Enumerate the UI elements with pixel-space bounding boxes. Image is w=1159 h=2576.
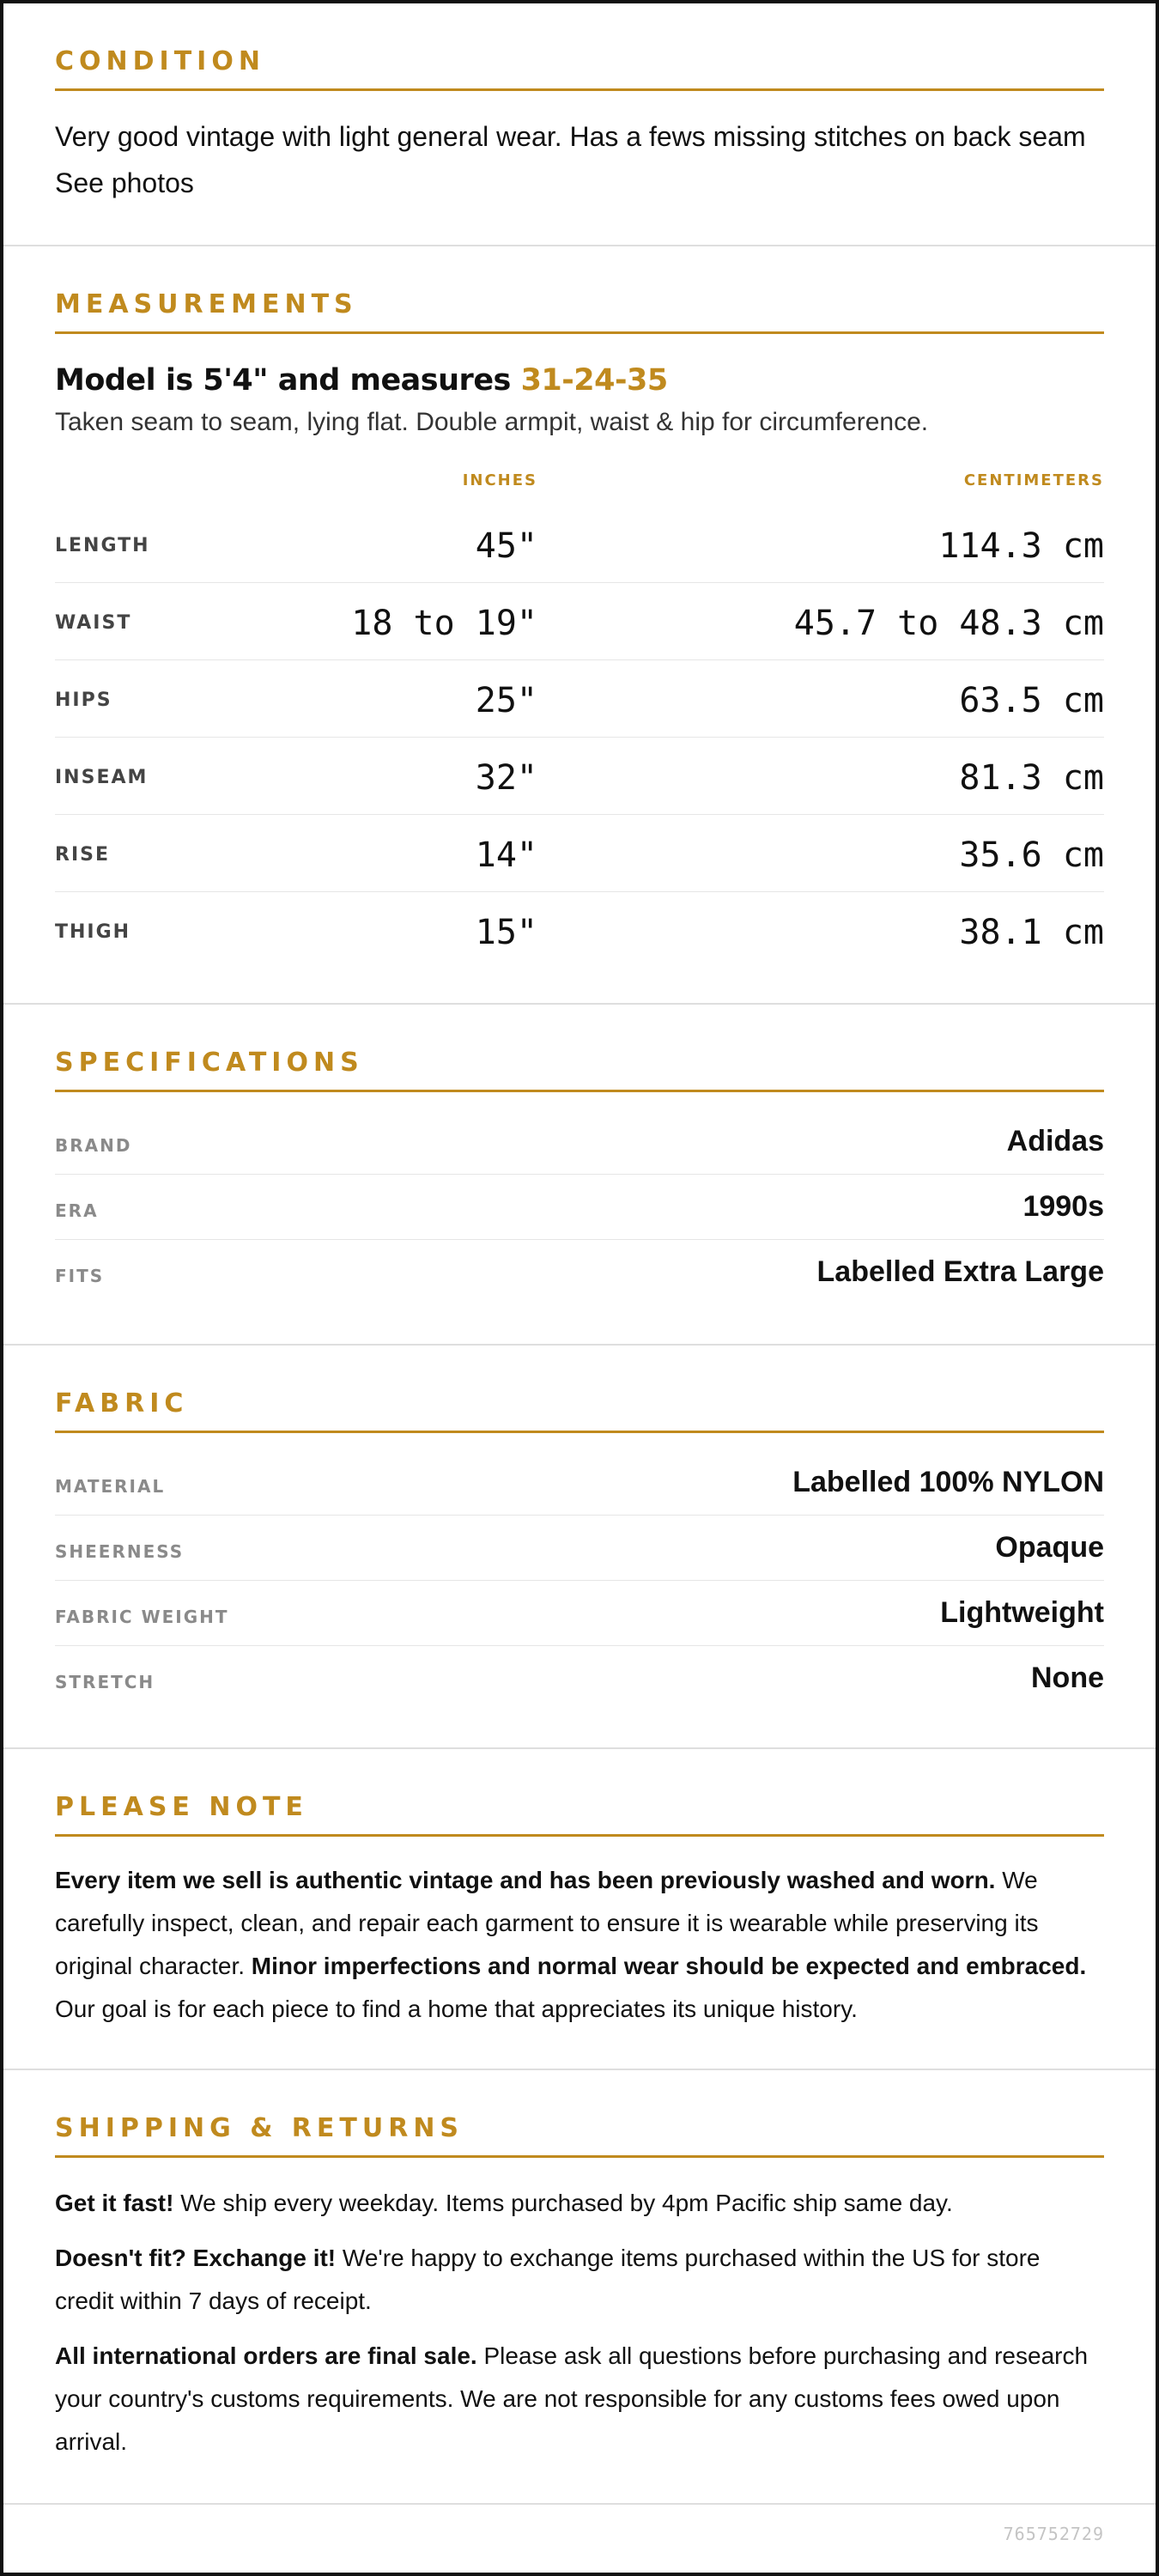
measurements-title: MEASUREMENTS <box>55 289 1104 334</box>
please-note-text <box>55 1859 1104 2031</box>
condition-section <box>3 3 1156 246</box>
model-prefix: Model is 5'4" and measures <box>55 363 521 398</box>
shipping-returns-section <box>3 2070 1156 2505</box>
row-centimeters: 38.1 cm <box>959 913 1104 952</box>
fabric-label: SHEERNESS <box>55 1541 185 1562</box>
note-bold-1: Every item we sell is authentic vintage and has been previously washed and worn. <box>55 1867 996 1893</box>
shipping-bold-1: Get it fast! <box>55 2190 174 2216</box>
spec-label: ERA <box>55 1200 99 1221</box>
fabric-value: Opaque <box>995 1531 1104 1564</box>
spec-label: BRAND <box>55 1135 132 1156</box>
row-label: HIPS <box>55 690 112 711</box>
row-centimeters: 81.3 cm <box>959 758 1104 798</box>
condition-title: CONDITION <box>55 46 1104 91</box>
table-row <box>55 738 1104 815</box>
row-label: INSEAM <box>55 767 149 788</box>
measurements-table <box>55 506 1104 969</box>
table-row <box>55 583 1104 660</box>
shipping-text-1: We ship every weekday. Items purchased by 4pm Pacific ship same day. <box>173 2190 953 2216</box>
row-inches: 45" <box>475 526 537 566</box>
row-inches: 15" <box>475 913 537 952</box>
shipping-text-3: Please ask all questions before purchasing and research your country's customs requirements. We are not responsible for any customs fees owed upon arrival. <box>55 2342 1089 2455</box>
fabric-label: MATERIAL <box>55 1476 166 1497</box>
model-values: 31-24-35 <box>520 363 668 398</box>
item-reference-number: 765752729 <box>1003 2524 1104 2544</box>
note-bold-2: Minor imperfections and normal wear should be expected and embraced. <box>251 1953 1087 1979</box>
row-centimeters: 35.6 cm <box>959 835 1104 875</box>
shipping-bold-2: Doesn't fit? Exchange it! <box>55 2245 337 2271</box>
model-measurements <box>55 363 1104 398</box>
table-row <box>55 1240 1104 1304</box>
row-inches: 14" <box>475 835 537 875</box>
table-row <box>55 1175 1104 1240</box>
fabric-label: FABRIC WEIGHT <box>55 1607 229 1627</box>
note-text-2: Our goal is for each piece to find a home that appreciates its unique history. <box>55 1996 858 2022</box>
table-row <box>55 1109 1104 1175</box>
shipping-paragraph-3 <box>55 2335 1104 2464</box>
row-label: THIGH <box>55 921 131 943</box>
fabric-title: FABRIC <box>55 1388 1104 1433</box>
shipping-text-2: We're happy to exchange items purchased within the US for store credit within 7 days of receipt. <box>55 2245 1041 2314</box>
row-centimeters: 45.7 to 48.3 cm <box>793 604 1104 643</box>
specifications-title: SPECIFICATIONS <box>55 1048 1104 1092</box>
fabric-value: None <box>1031 1662 1104 1694</box>
measurements-subtitle: Taken seam to seam, lying flat. Double armpit, waist & hip for circumference. <box>55 408 929 436</box>
row-centimeters: 63.5 cm <box>959 681 1104 720</box>
specifications-section <box>3 1005 1156 1346</box>
table-row <box>55 506 1104 583</box>
please-note-title: PLEASE NOTE <box>55 1792 1104 1837</box>
column-centimeters: CENTIMETERS <box>963 471 1104 489</box>
table-row <box>55 1646 1104 1710</box>
row-inches: 18 to 19" <box>351 604 537 643</box>
fabric-table <box>55 1450 1104 1710</box>
spec-label: FITS <box>55 1266 105 1286</box>
fabric-label: STRETCH <box>55 1672 155 1692</box>
row-label: RISE <box>55 844 110 866</box>
row-label: WAIST <box>55 612 132 634</box>
table-row <box>55 1581 1104 1646</box>
spec-value: Adidas <box>1006 1125 1104 1157</box>
fabric-value: Labelled 100% NYLON <box>792 1466 1104 1498</box>
please-note-section <box>3 1749 1156 2070</box>
column-inches: INCHES <box>462 471 537 489</box>
condition-text <box>55 113 1104 206</box>
table-row <box>55 815 1104 892</box>
table-row <box>55 1516 1104 1581</box>
specifications-table <box>55 1109 1104 1304</box>
measurements-section <box>3 246 1156 1005</box>
spec-value: 1990s <box>1022 1190 1104 1223</box>
condition-text-line2: See photos <box>55 167 194 198</box>
shipping-bold-3: All international orders are final sale. <box>55 2342 477 2369</box>
shipping-paragraph-1 <box>55 2182 1104 2225</box>
row-centimeters: 114.3 cm <box>938 526 1104 566</box>
shipping-paragraph-2 <box>55 2237 1104 2323</box>
footer <box>3 2505 1156 2573</box>
row-label: LENGTH <box>55 535 150 556</box>
condition-text-line1: Very good vintage with light general wear. Has a fews missing stitches on back seam <box>55 121 1086 152</box>
fabric-value: Lightweight <box>940 1596 1104 1629</box>
row-inches: 25" <box>475 681 537 720</box>
shipping-returns-title: SHIPPING & RETURNS <box>55 2113 1104 2158</box>
fabric-section <box>3 1346 1156 1749</box>
measurements-column-headers <box>55 471 1104 506</box>
spec-value: Labelled Extra Large <box>816 1255 1104 1288</box>
row-inches: 32" <box>475 758 537 798</box>
table-row <box>55 1450 1104 1516</box>
note-text-1: We carefully inspect, clean, and repair each garment to ensure it is wearable while preserving its original character. <box>55 1867 1039 1979</box>
table-row <box>55 660 1104 738</box>
table-row <box>55 892 1104 969</box>
